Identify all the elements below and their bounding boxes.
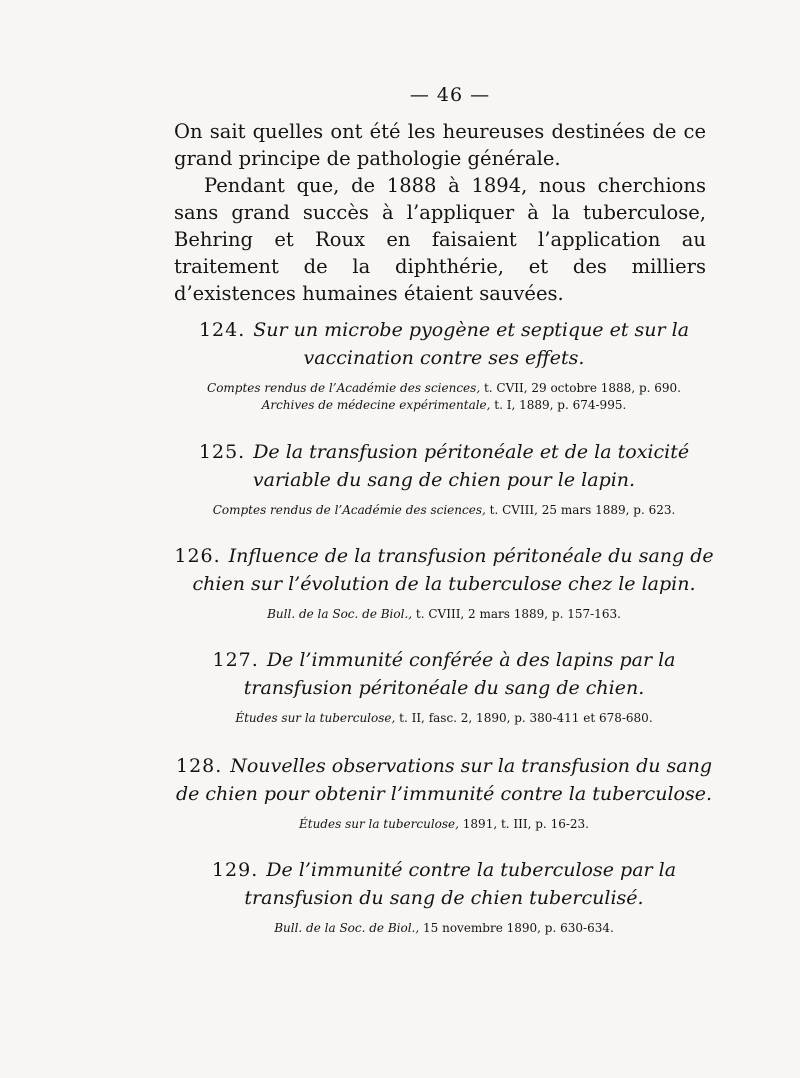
entry-title: De l’immunité contre la tuberculose par la transfusion du sang de chien tuberculisé.: [244, 859, 677, 909]
entry-heading: [174, 542, 714, 598]
reference-source: Études sur la tuberculose,: [235, 711, 396, 725]
entry-title: Influence de la transfusion péritonéale du sang de chien sur l’évolution de la tuberculose chez le lapin.: [192, 545, 714, 595]
entry-title: Sur un microbe pyogène et septique et sur la vaccination contre ses effets.: [253, 319, 690, 369]
intro-text: [174, 118, 706, 307]
entry-title: Nouvelles observations sur la transfusion du sang de chien pour obtenir l’immunité contre la tuberculose.: [175, 755, 713, 805]
reference-details: 1891, t. III, p. 16-23.: [458, 817, 589, 831]
entry-127: [174, 646, 714, 727]
entry-124: [174, 316, 714, 414]
entry-heading: [174, 646, 714, 702]
reference-source: Bull. de la Soc. de Biol.,: [267, 607, 413, 621]
reference-details: t. CVII, 29 octobre 1888, p. 690.: [480, 381, 681, 395]
entry-reference: [174, 710, 714, 727]
entry-125: [174, 438, 714, 519]
entry-reference: [174, 380, 714, 414]
entry-number: 124.: [198, 319, 246, 341]
reference-source: Études sur la tuberculose,: [299, 817, 459, 831]
reference-details: t. I, 1889, p. 674-995.: [490, 398, 627, 412]
entry-number: 127.: [212, 649, 259, 671]
page-number: — 46 —: [409, 84, 491, 106]
reference-details: t. CVIII, 25 mars 1889, p. 623.: [485, 503, 676, 517]
intro-paragraph-2: Pendant que, de 1888 à 1894, nous cherchions sans grand succès à l’appliquer à la tuberculose, Behring et Roux en faisaient l’application au traitement de la diphthérie, et des milliers d’existences humaines étaient sauvées.: [174, 174, 706, 305]
entry-number: 128.: [175, 755, 223, 777]
reference-source: Bull. de la Soc. de Biol.,: [274, 921, 420, 935]
reference-source: Comptes rendus de l’Académie des sciences,: [212, 503, 486, 517]
entry-heading: [174, 316, 714, 372]
entry-126: [174, 542, 714, 623]
entry-reference: [174, 502, 714, 519]
entry-reference: [174, 920, 714, 937]
entry-reference: [174, 606, 714, 623]
entry-number: 126.: [174, 545, 221, 567]
entry-number: 129.: [211, 859, 259, 881]
reference-source: Archives de médecine expérimentale,: [261, 398, 491, 412]
reference-details: t. II, fasc. 2, 1890, p. 380-411 et 678-680.: [395, 711, 653, 725]
entry-reference: [174, 816, 714, 833]
entry-heading: [174, 752, 714, 808]
entry-title: De l’immunité conférée à des lapins par la transfusion péritonéale du sang de chien.: [243, 649, 676, 699]
entry-heading: [174, 438, 714, 494]
reference-source: Comptes rendus de l’Académie des sciences,: [207, 381, 481, 395]
entry-128: [174, 752, 714, 833]
intro-paragraph-1: On sait quelles ont été les heureuses destinées de ce grand principe de pathologie générale.: [174, 120, 706, 170]
reference-details: 15 novembre 1890, p. 630-634.: [419, 921, 614, 935]
reference-details: t. CVIII, 2 mars 1889, p. 157-163.: [412, 607, 621, 621]
entry-129: [174, 856, 714, 937]
entry-title: De la transfusion péritonéale et de la toxicité variable du sang de chien pour le lapin.: [252, 441, 690, 491]
entry-number: 125.: [198, 441, 246, 463]
entry-heading: [174, 856, 714, 912]
